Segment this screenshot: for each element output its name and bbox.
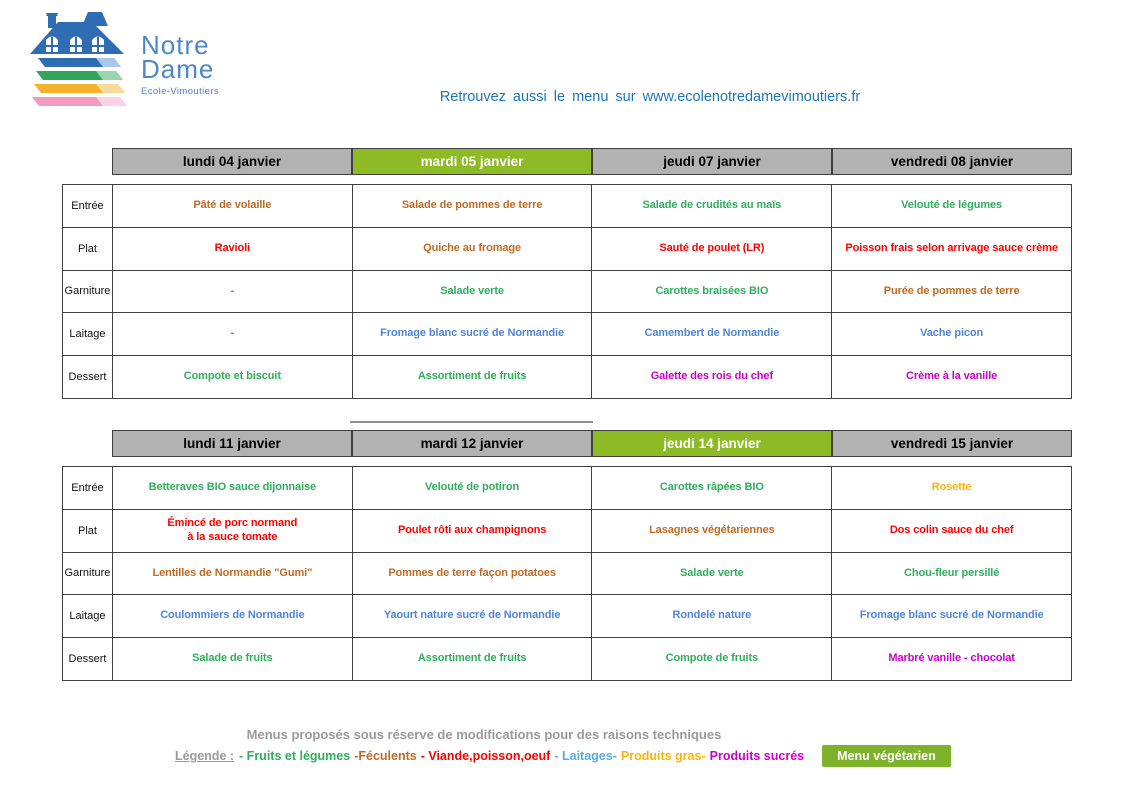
menu-cell: Rosette <box>832 467 1072 510</box>
logo-name-line2: Dame <box>141 53 215 84</box>
logo-subtitle: Ecole-Vimoutiers <box>141 85 220 97</box>
menu-cell: Compote et biscuit <box>113 356 353 399</box>
menu-cell: Assortiment de fruits <box>353 356 593 399</box>
menu-cell: Yaourt nature sucré de Normandie <box>353 595 593 638</box>
menu-cell: Carottes râpées BIO <box>592 467 832 510</box>
menu-cell: Poisson frais selon arrivage sauce crème <box>832 228 1072 271</box>
day-header: lundi 04 janvier <box>112 148 352 175</box>
logo-name-line1: Notre <box>141 30 210 60</box>
menu-cell: Velouté de potiron <box>353 467 593 510</box>
menu-cell: Marbré vanille - chocolat <box>832 638 1072 681</box>
day-header: lundi 11 janvier <box>112 430 352 457</box>
menu-cell: Chou-fleur persillé <box>832 553 1072 596</box>
school-house-icon <box>28 12 133 110</box>
divider-line <box>350 421 593 423</box>
logo-name <box>141 30 219 84</box>
legend-item: -Féculents <box>354 749 417 763</box>
legend-item: - Laitages- <box>554 749 617 763</box>
menu-row <box>63 356 1072 399</box>
menu-cell: Pommes de terre façon potatoes <box>353 553 593 596</box>
menu-row <box>63 510 1072 553</box>
day-header: mardi 05 janvier <box>352 148 592 175</box>
row-label: Laitage <box>63 313 113 356</box>
menu-cell: Velouté de légumes <box>832 185 1072 228</box>
menu-cell: Salade verte <box>592 553 832 596</box>
menu-cell: Émincé de porc normand à la sauce tomate <box>113 510 353 553</box>
day-header: mardi 12 janvier <box>352 430 592 457</box>
menu-grid <box>62 466 1072 681</box>
menu-grid <box>62 184 1072 399</box>
menu-table-week-2 <box>62 430 1072 681</box>
menu-cell: Salade de pommes de terre <box>353 185 593 228</box>
legend-item: - Fruits et légumes <box>239 749 351 763</box>
menu-cell: Lentilles de Normandie "Gumi" <box>113 553 353 596</box>
notice-text: Menus proposés sous réserve de modifications pour des raisons techniques <box>246 727 722 742</box>
menu-cell: Vache picon <box>832 313 1072 356</box>
menu-cell: Salade de fruits <box>113 638 353 681</box>
legend-item: Produits gras- <box>620 749 706 763</box>
menu-cell: Purée de pommes de terre <box>832 271 1072 314</box>
row-label: Plat <box>63 228 113 271</box>
legend <box>175 745 951 767</box>
day-header-row <box>112 148 1072 175</box>
menu-row <box>63 638 1072 681</box>
row-label: Dessert <box>63 356 113 399</box>
day-header: vendredi 15 janvier <box>832 430 1072 457</box>
row-label: Garniture <box>63 553 113 596</box>
legend-label: Légende : <box>175 749 235 763</box>
menu-cell: Dos colin sauce du chef <box>832 510 1072 553</box>
menu-cell: - <box>113 271 353 314</box>
legend-items <box>239 749 808 763</box>
row-label: Garniture <box>63 271 113 314</box>
menu-cell: Camembert de Normandie <box>592 313 832 356</box>
menu-cell: Ravioli <box>113 228 353 271</box>
menu-cell: Fromage blanc sucré de Normandie <box>832 595 1072 638</box>
menu-cell: Salade de crudités au maïs <box>592 185 832 228</box>
menu-cell: Rondelé nature <box>592 595 832 638</box>
day-header: jeudi 07 janvier <box>592 148 832 175</box>
day-header: vendredi 08 janvier <box>832 148 1072 175</box>
menu-cell: Galette des rois du chef <box>592 356 832 399</box>
menu-row <box>63 185 1072 228</box>
website-link[interactable]: Retrouvez aussi le menu sur www.ecolenotredamevimoutiers.fr <box>439 89 861 105</box>
menu-cell: Assortiment de fruits <box>353 638 593 681</box>
vegetarian-menu-badge: Menu végétarien <box>822 745 951 767</box>
row-label: Entrée <box>63 467 113 510</box>
menu-row <box>63 595 1072 638</box>
row-label: Plat <box>63 510 113 553</box>
menu-cell: Salade verte <box>353 271 593 314</box>
menu-row <box>63 228 1072 271</box>
menu-cell: Pâté de volaille <box>113 185 353 228</box>
menu-row <box>63 553 1072 596</box>
menu-cell: Poulet rôti aux champignons <box>353 510 593 553</box>
menu-cell: Compote de fruits <box>592 638 832 681</box>
day-header-row <box>112 430 1072 457</box>
menu-cell: Lasagnes végétariennes <box>592 510 832 553</box>
row-label: Laitage <box>63 595 113 638</box>
menu-cell: Carottes braisées BIO <box>592 271 832 314</box>
row-label: Entrée <box>63 185 113 228</box>
menu-row <box>63 467 1072 510</box>
legend-item: Produits sucrés <box>709 749 805 763</box>
day-header: jeudi 14 janvier <box>592 430 832 457</box>
menu-cell: Sauté de poulet (LR) <box>592 228 832 271</box>
menu-table-week-1 <box>62 148 1072 399</box>
row-label: Dessert <box>63 638 113 681</box>
menu-cell: Quiche au fromage <box>353 228 593 271</box>
menu-cell: Betteraves BIO sauce dijonnaise <box>113 467 353 510</box>
menu-cell: Crème à la vanille <box>832 356 1072 399</box>
menu-row <box>63 271 1072 314</box>
menu-row <box>63 313 1072 356</box>
menu-cell: - <box>113 313 353 356</box>
menu-cell: Coulommiers de Normandie <box>113 595 353 638</box>
legend-item: - Viande,poisson,oeuf <box>420 749 551 763</box>
menu-cell: Fromage blanc sucré de Normandie <box>353 313 593 356</box>
